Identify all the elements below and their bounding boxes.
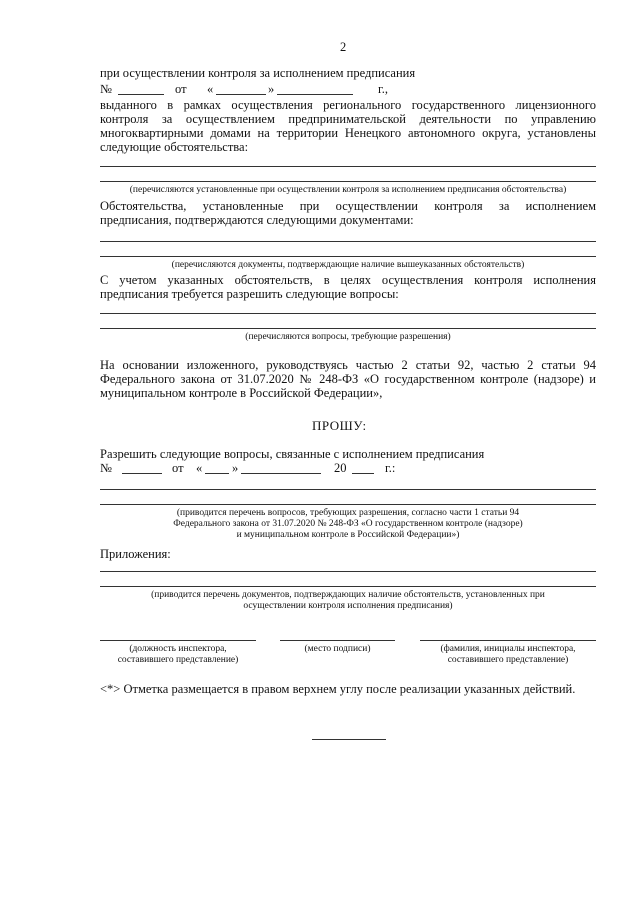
caption-questions: (перечисляются вопросы, требующие разрешения): [245, 332, 451, 342]
fill-line: [100, 489, 596, 490]
para5-year-prefix: 20: [334, 461, 347, 475]
signature-position-caption-1: (должность инспектора,: [129, 644, 227, 654]
caption-request-line-1: (приводится перечень вопросов, требующих разрешения, согласно части 1 статьи 94: [176, 508, 520, 518]
para5-no-label: №: [100, 461, 112, 475]
caption-documents: (перечисляются документы, подтверждающие наличие вышеуказанных обстоятельств): [171, 260, 525, 270]
footnote: <*> Отметка размещается в правом верхнем углу после реализации указанных действий.: [100, 682, 576, 696]
end-separator-line: [312, 739, 386, 740]
para5-suffix: г.:: [385, 461, 396, 475]
signature-name-line: [420, 640, 596, 641]
signature-name-caption-2: составившего представление): [447, 655, 569, 665]
para5-quote-open: «: [196, 461, 203, 475]
para5-year-blank: [352, 473, 374, 474]
header-quote-close: »: [268, 82, 275, 96]
para3-line-2: предписания требуется разрешить следующие вопросы:: [100, 287, 399, 301]
fill-line: [100, 241, 596, 242]
header-month-blank: [277, 94, 353, 95]
fill-line: [100, 313, 596, 314]
caption-request-line-3: и муниципальном контроле в Российской Федерации»): [236, 530, 460, 540]
para1-line-2: контроля за осуществлением предпринимательской деятельности по управлению: [100, 112, 596, 126]
fill-line: [100, 571, 596, 572]
header-year-suffix: г.,: [378, 82, 388, 96]
para5-day-blank: [205, 473, 229, 474]
para3-line-1: С учетом указанных обстоятельств, в целях осуществления контроля исполнения: [100, 273, 596, 287]
header-day-blank: [216, 94, 266, 95]
para4-line-3: муниципальном контроле в Российской Федерации»,: [100, 386, 383, 400]
header-ot-label: от: [175, 82, 187, 96]
signature-position-line: [100, 640, 256, 641]
caption-circumstances: (перечисляются установленные при осуществлении контроля за исполнением предписания обстоятельства): [129, 185, 567, 195]
para5-number-blank: [122, 473, 162, 474]
para1-line-1: выданного в рамках осуществления регионального государственного лицензионного: [100, 98, 596, 112]
para5-month-blank: [241, 473, 321, 474]
caption-attachments-line-1: (приводится перечень документов, подтверждающих наличие обстоятельств, установленных при: [151, 590, 545, 600]
para2-line-1: Обстоятельства, установленные при осуществлении контроля за исполнением: [100, 199, 596, 213]
header-quote-open: «: [207, 82, 214, 96]
fill-line: [100, 256, 596, 257]
header-line: при осуществлении контроля за исполнением предписания: [100, 66, 416, 80]
para4-line-1: На основании изложенного, руководствуясь частью 2 статьи 92, частью 2 статьи 94: [100, 358, 596, 372]
fill-line: [100, 181, 596, 182]
attachments-label: Приложения:: [100, 547, 171, 561]
fill-line: [100, 504, 596, 505]
request-heading: ПРОШУ:: [312, 418, 367, 433]
caption-attachments-line-2: осуществлении контроля исполнения предписания): [243, 601, 453, 611]
signature-name-caption-1: (фамилия, инициалы инспектора,: [440, 644, 576, 654]
para1-line-4: следующие обстоятельства:: [100, 140, 249, 154]
fill-line: [100, 586, 596, 587]
header-no-label: №: [100, 82, 112, 96]
signature-position-caption-2: составившего представление): [117, 655, 239, 665]
para2-line-2: предписания, подтверждаются следующими документами:: [100, 213, 414, 227]
fill-line: [100, 328, 596, 329]
header-number-blank: [118, 94, 164, 95]
page-number: 2: [340, 40, 347, 54]
caption-request-line-2: Федерального закона от 31.07.2020 № 248-ФЗ «О государственном контроле (надзоре): [173, 519, 523, 529]
para1-line-3: многоквартирными домами на территории Ненецкого автономного округа, установлены: [100, 126, 596, 140]
para5-line-1: Разрешить следующие вопросы, связанные с исполнением предписания: [100, 447, 485, 461]
para4-line-2: Федерального закона от 31.07.2020 № 248-ФЗ «О государственном контроле (надзоре) и: [100, 372, 596, 386]
signature-place-line: [280, 640, 395, 641]
signature-place-caption: (место подписи): [304, 644, 371, 654]
para5-quote-close: »: [232, 461, 239, 475]
fill-line: [100, 166, 596, 167]
para5-ot-label: от: [172, 461, 184, 475]
